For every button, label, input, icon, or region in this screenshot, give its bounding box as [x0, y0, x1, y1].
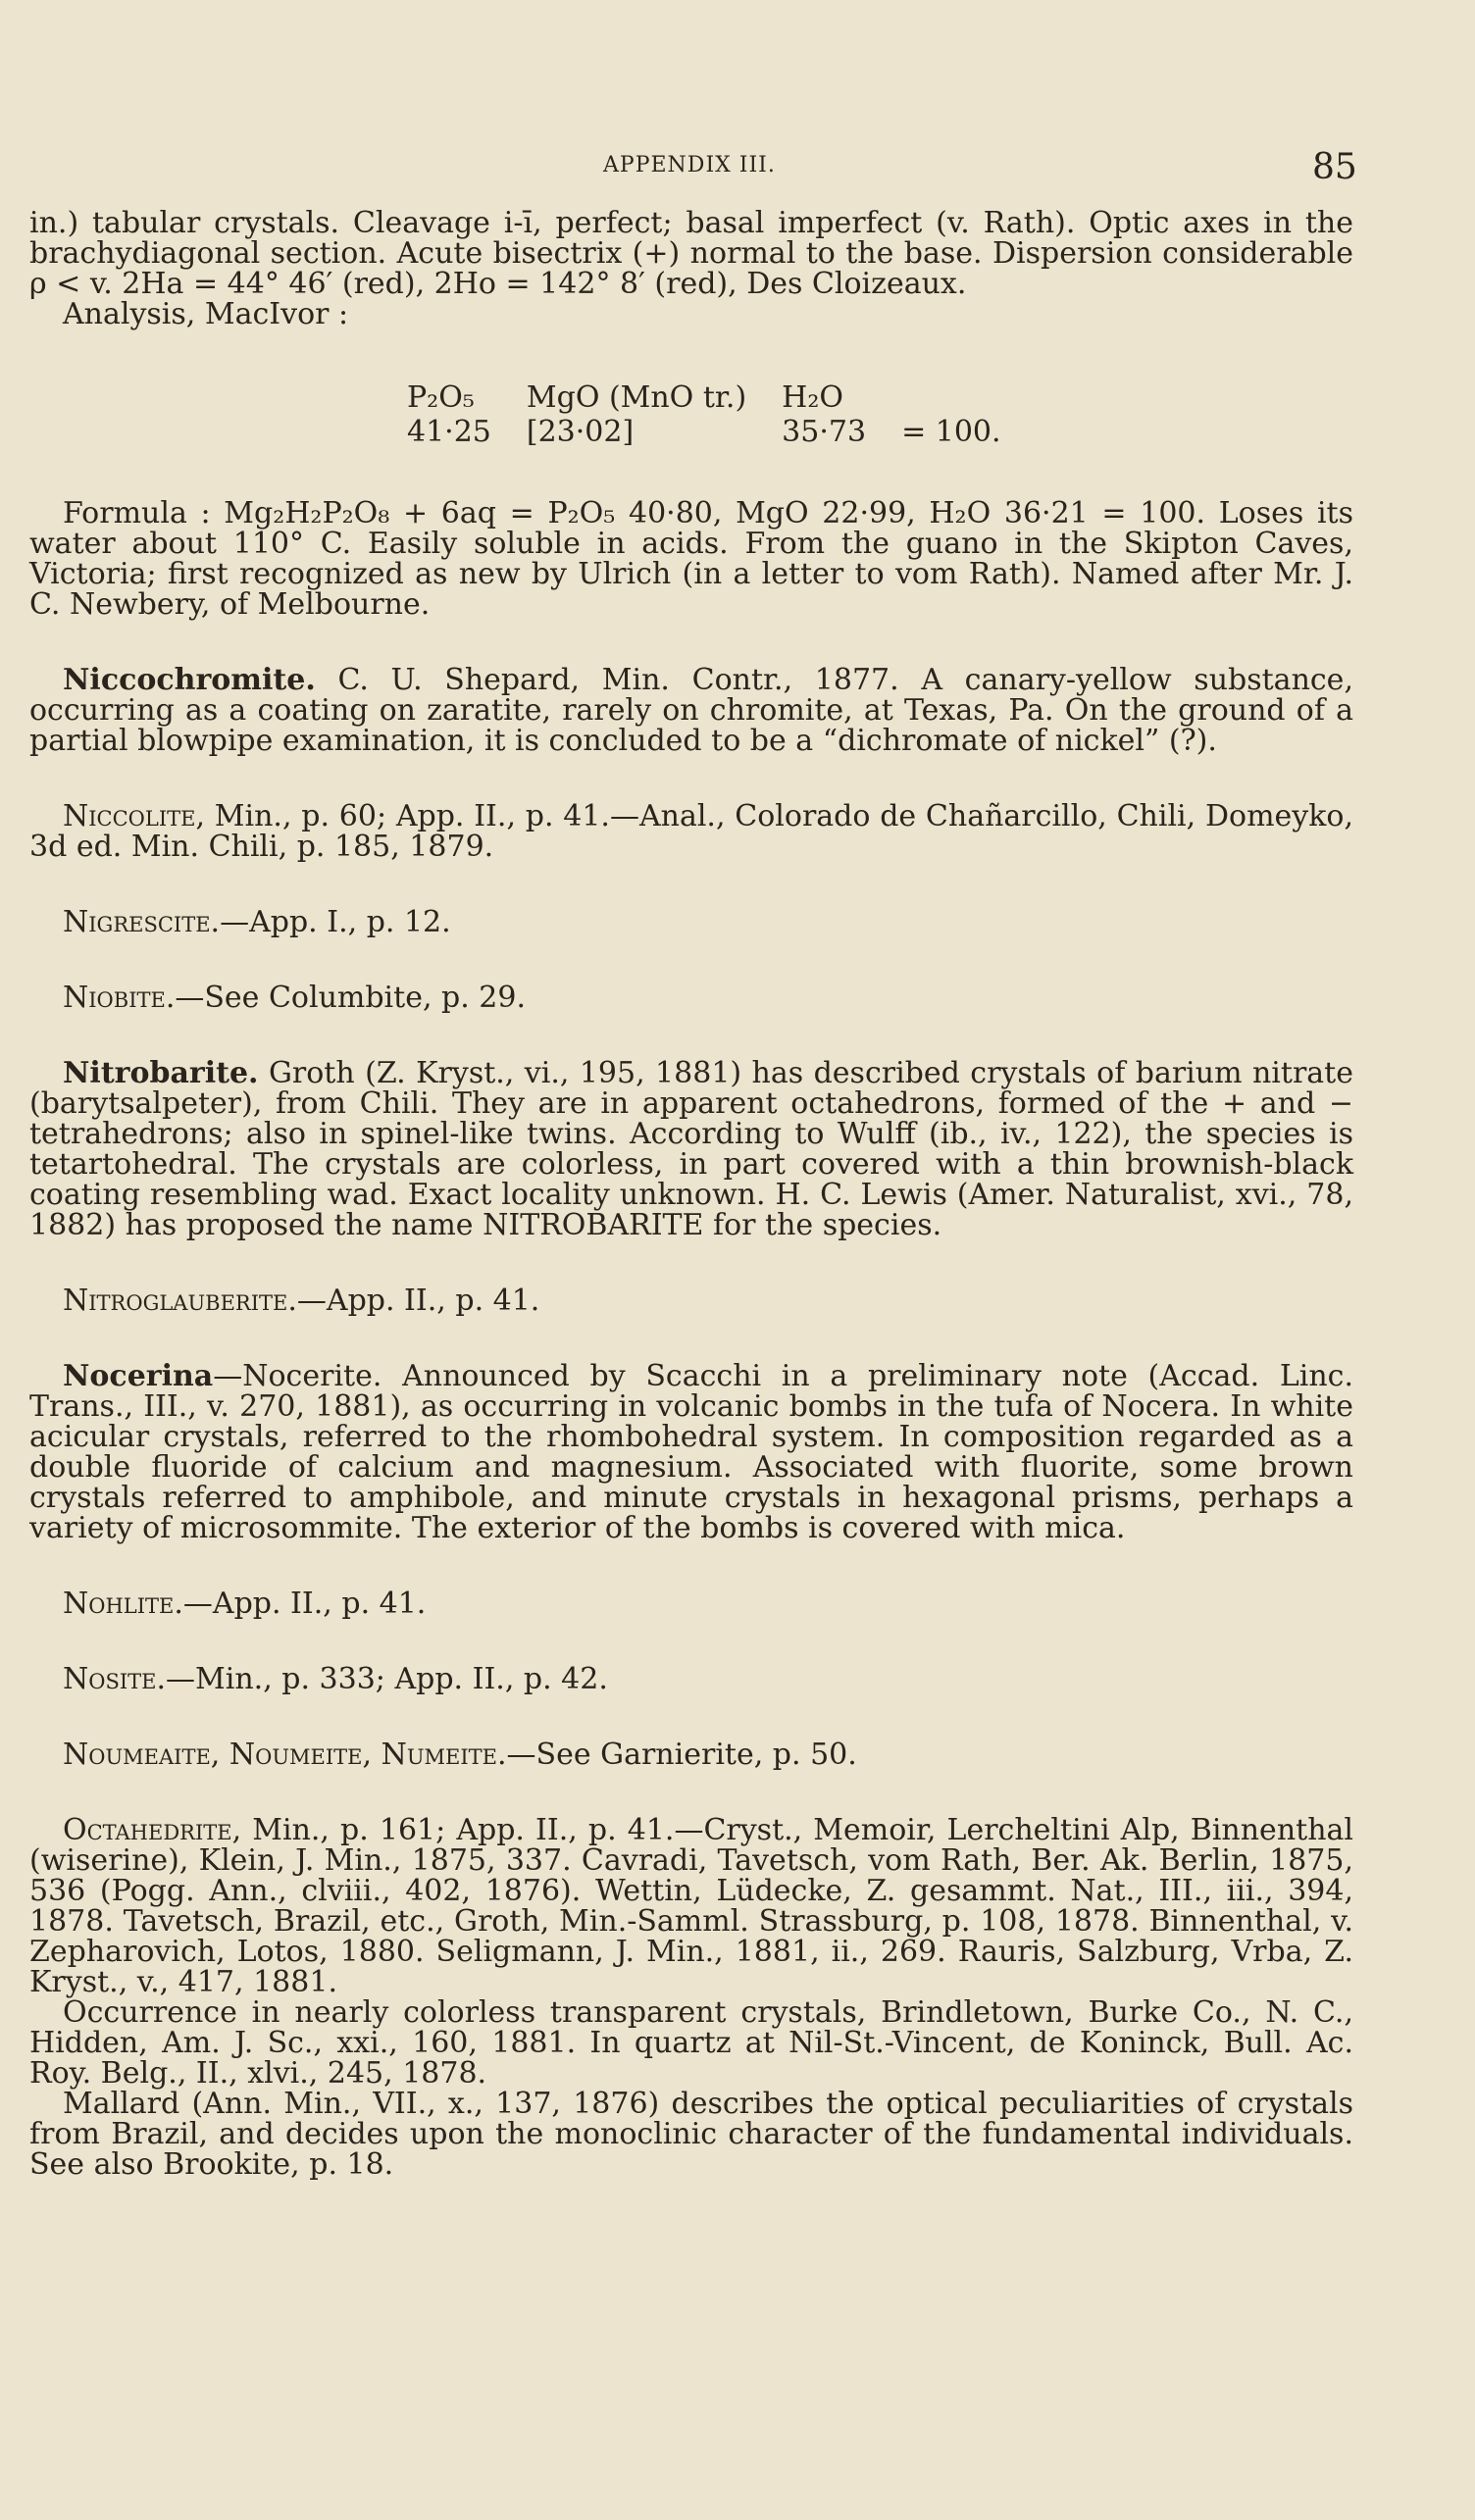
entry-text: —App. I., p. 12. [220, 905, 451, 939]
entry-name: Octahedrite, [63, 1813, 242, 1847]
analysis-header: MgO (MnO tr.) [526, 380, 747, 415]
running-header [0, 149, 1475, 188]
entry-name: Niobite. [63, 981, 176, 1015]
entry-name: Nigrescite. [63, 905, 221, 939]
entry-text: —App. II., p. 41. [182, 1587, 427, 1621]
entry-nitrobarite [29, 1058, 1353, 1240]
entry-text: —See Columbite, p. 29. [175, 981, 527, 1015]
entry-text: C. U. Shepard, Min. Contr., 1877. A canary-yellow substance, occurring as a coating on zaratite, rarely on chromite, at Texas, Pa. On the ground of a partial blowpipe examination, it is concluded to be a “dichromate of nickel” (?). [29, 663, 1353, 758]
octahedrite-occurrence: Occurrence in nearly colorless transparent crystals, Brindletown, Burke Co., N. C., Hidden, Am. J. Sc., xxi., 160, 1881. In quartz at Nil-St.-Vincent, de Koninck, Bull. Ac. Roy. Belg., II., xlvi., 245, 1878. [29, 1995, 1353, 2091]
entry-name: Niccochromite. [63, 663, 316, 697]
entry-text: —See Garnierite, p. 50. [506, 1738, 857, 1772]
entry-nigrescite [29, 907, 1353, 937]
entry-text: Min., p. 161; App. II., p. 41.—Cryst., Memoir, Lercheltini Alp, Binnenthal (wiserine), Klein, J. Min., 1875, 337. Cavradi, Tavetsch, vom Rath, Ber. Ak. Berlin, 1875, 536 (Pogg. Ann., clviii., 402, 1876). Wettin, Lüdecke, Z. gesammt. Nat., III., iii., 394, 1878. Tavetsch, Brazil, etc., Groth, Min.-Samml. Strassburg, p. 108, 1878. Binnenthal, v. Zepharovich, Lotos, 1880. Seligmann, J. Min., 1881, ii., 269. Rauris, Salzburg, Vrba, Z. Kryst., v., 417, 1881. [29, 1813, 1353, 1999]
analysis-value: [23·02] [526, 415, 635, 449]
analysis-value: 41·25 [407, 415, 491, 449]
entry-name: Nitroglauberite. [63, 1284, 297, 1318]
entry-nitroglauberite [29, 1285, 1353, 1316]
entry-niccochromite [29, 665, 1353, 756]
analysis-header: H₂O [782, 380, 843, 415]
entry-text: Min., p. 60; App. II., p. 41.—Anal., Colorado de Chañarcillo, Chili, Domeyko, 3d ed. Min. Chili, p. 185, 1879. [29, 799, 1353, 864]
header-title: APPENDIX III. [603, 153, 776, 177]
entry-nohlite [29, 1588, 1353, 1619]
entry-noumeaite [29, 1739, 1353, 1770]
entry-name: Nosite. [63, 1662, 167, 1696]
entry-text: —App. II., p. 41. [296, 1284, 540, 1318]
entry-text: Groth (Z. Kryst., vi., 195, 1881) has described crystals of barium nitrate (barytsalpeter), from Chili. They are in apparent octahedrons, formed of the + and − tetrahedrons; also in spinel-like twins. According to Wulff (ib., iv., 122), the species is tetartohedral. The crystals are colorless, in part covered with a thin brownish-black coating resembling wad. Exact locality unknown. H. C. Lewis (Amer. Naturalist, xvi., 78, 1882) has proposed the name NITROBARITE for the species. [29, 1056, 1353, 1242]
paragraph-formula: Formula : Mg₂H₂P₂O₈ + 6aq = P₂O₅ 40·80, MgO 22·99, H₂O 36·21 = 100. Loses its water about 110° C. Easily soluble in acids. From the guano in the Skipton Caves, Victoria; first recognized as new by Ulrich (in a letter to vom Rath). Named after Mr. J. C. Newbery, of Melbourne. [29, 496, 1353, 622]
entry-nocerina [29, 1361, 1353, 1543]
paragraph-newberyite-continued: in.) tabular crystals. Cleavage i-ī, perfect; basal imperfect (v. Rath). Optic axes in the brachydiagonal section. Acute bisectrix (+) normal to the base. Dispersion considerable ρ < v. 2Ha = 44° 46′ (red), 2Ho = 142° 8′ (red), Des Cloizeaux. [29, 206, 1353, 301]
analysis-header: P₂O₅ [407, 380, 475, 415]
entry-nosite [29, 1664, 1353, 1694]
entry-text: —Min., p. 333; App. II., p. 42. [166, 1662, 608, 1696]
entry-niccolite [29, 801, 1353, 862]
entry-name: Noumeaite, Noumeite, Numeite. [63, 1738, 507, 1772]
entry-octahedrite [29, 1815, 1353, 1997]
entry-name: Nitrobarite. [63, 1056, 259, 1090]
analysis-value: 35·73 [782, 415, 867, 449]
entry-text: —Nocerite. Announced by Scacchi in a preliminary note (Accad. Linc. Trans., III., v. 270, 1881), as occurring in volcanic bombs in the tufa of Nocera. In white acicular crystals, referred to the rhombohedral system. In composition regarded as a double fluoride of calcium and magnesium. Associated with fluorite, some brown crystals referred to amphibole, and minute crystals in hexagonal prisms, perhaps a variety of microsommite. The exterior of the bombs is covered with mica. [29, 1359, 1353, 1545]
entry-name: Nocerina [63, 1359, 214, 1393]
analysis-header [901, 380, 1036, 415]
analysis-value: = 100. [901, 415, 1001, 449]
page-body [29, 208, 1353, 2180]
octahedrite-optical: Mallard (Ann. Min., VII., x., 137, 1876) describes the optical peculiarities of crystals from Brazil, and decides upon the monoclinic character of the fundamental individuals. See also Brookite, p. 18. [29, 2087, 1353, 2182]
analysis-line: Analysis, MacIvor : [63, 297, 349, 331]
entry-name: Niccolite, [63, 799, 206, 833]
analysis-table [407, 380, 1037, 449]
entry-name: Nohlite. [63, 1587, 183, 1621]
page-number: 85 [1312, 147, 1357, 187]
entry-niobite [29, 983, 1353, 1013]
